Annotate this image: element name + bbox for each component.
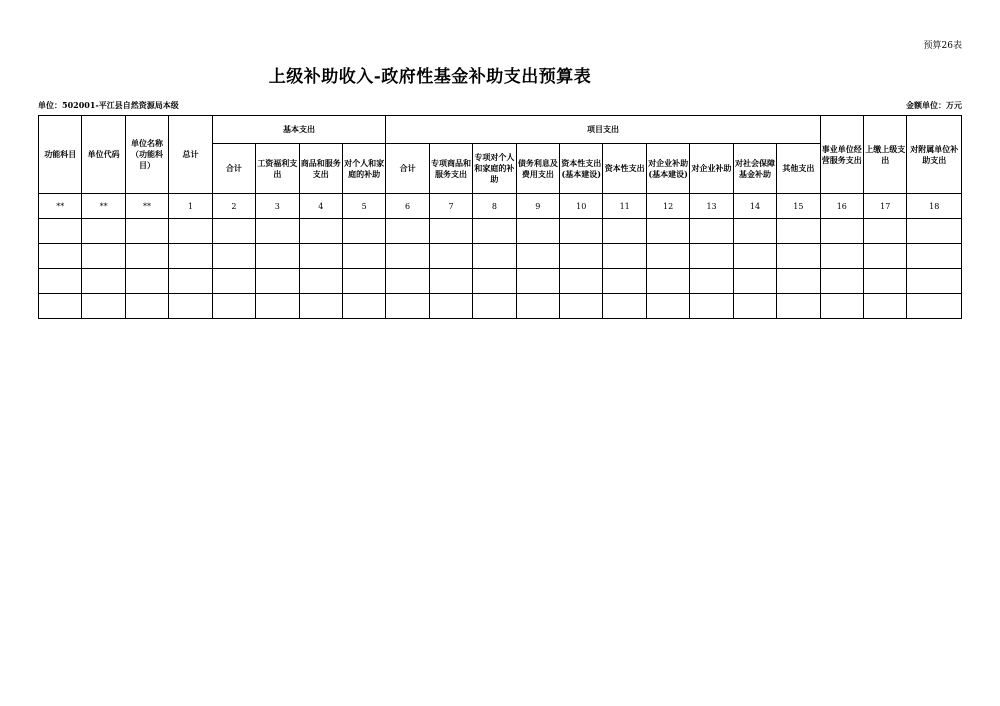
empty-rows: [39, 219, 962, 319]
table-cell: [733, 244, 776, 269]
index-cell: 1: [169, 194, 212, 219]
table-cell: [646, 244, 689, 269]
table-cell: [212, 269, 255, 294]
table-cell: [560, 244, 603, 269]
table-cell: [342, 244, 385, 269]
table-cell: [646, 219, 689, 244]
index-cell: **: [39, 194, 82, 219]
table-cell: [342, 219, 385, 244]
table-cell: [386, 294, 429, 319]
table-cell: [603, 244, 646, 269]
table-row: [39, 269, 962, 294]
table-cell: [39, 219, 82, 244]
table-cell: [473, 294, 516, 319]
header-service: 事业单位经营服务支出: [820, 116, 863, 194]
table-cell: [212, 244, 255, 269]
header-project-col: 其他支出: [777, 144, 820, 194]
table-cell: [299, 219, 342, 244]
table-cell: [864, 294, 907, 319]
index-cell: 7: [429, 194, 472, 219]
header-project-col: 资本性支出: [603, 144, 646, 194]
header-project-col: 对社会保障基金补助: [733, 144, 776, 194]
index-cell: 12: [646, 194, 689, 219]
table-row: [39, 219, 962, 244]
table-cell: [820, 219, 863, 244]
table-cell: [516, 294, 559, 319]
table-cell: [429, 294, 472, 319]
index-cell: **: [125, 194, 168, 219]
index-cell: 3: [256, 194, 299, 219]
table-cell: [169, 269, 212, 294]
table-cell: [82, 269, 125, 294]
table-cell: [864, 269, 907, 294]
table-cell: [473, 219, 516, 244]
index-cell: 15: [777, 194, 820, 219]
table-cell: [473, 269, 516, 294]
table-cell: [212, 219, 255, 244]
table-cell: [777, 244, 820, 269]
table-cell: [299, 269, 342, 294]
table-cell: [386, 244, 429, 269]
index-cell: 10: [560, 194, 603, 219]
budget-table: [38, 115, 962, 319]
table-cell: [516, 244, 559, 269]
table-cell: [429, 219, 472, 244]
table-cell: [907, 269, 962, 294]
unit-label: 单位：502001-平江县自然资源局本级: [38, 100, 179, 110]
table-cell: [777, 219, 820, 244]
table-cell: [560, 294, 603, 319]
header-project-group: 项目支出: [386, 116, 820, 144]
table-cell: [603, 269, 646, 294]
table-cell: [646, 294, 689, 319]
index-row: [39, 194, 962, 219]
table-cell: [256, 294, 299, 319]
table-cell: [39, 294, 82, 319]
header-project-col: 合计: [386, 144, 429, 194]
table-cell: [82, 294, 125, 319]
index-cell: 13: [690, 194, 733, 219]
table-cell: [777, 294, 820, 319]
header-total: 总计: [169, 116, 212, 194]
table-cell: [429, 244, 472, 269]
table-cell: [907, 219, 962, 244]
table-row: [39, 244, 962, 269]
table-cell: [169, 294, 212, 319]
header-basic-col: 对个人和家庭的补助: [342, 144, 385, 194]
table-cell: [516, 269, 559, 294]
table-cell: [429, 269, 472, 294]
header-project-col: 对企业补助(基本建设): [646, 144, 689, 194]
table-cell: [386, 269, 429, 294]
table-cell: [169, 219, 212, 244]
index-cell: 18: [907, 194, 962, 219]
header-unit-code: 单位代码: [82, 116, 125, 194]
index-cell: 8: [473, 194, 516, 219]
table-cell: [256, 244, 299, 269]
table-cell: [777, 269, 820, 294]
index-cell: 9: [516, 194, 559, 219]
table-cell: [125, 294, 168, 319]
table-cell: [169, 244, 212, 269]
table-cell: [82, 244, 125, 269]
table-row: [39, 294, 962, 319]
amount-unit-label: 金额单位：万元: [906, 100, 962, 110]
table-cell: [864, 219, 907, 244]
header-function-subject: 功能科目: [39, 116, 82, 194]
header-affiliated: 对附属单位补助支出: [907, 116, 962, 194]
form-number: 预算26表: [923, 41, 962, 51]
table-cell: [820, 244, 863, 269]
meta-row: [38, 100, 962, 112]
index-cell: 4: [299, 194, 342, 219]
header-upper: 上缴上级支出: [864, 116, 907, 194]
index-cell: 6: [386, 194, 429, 219]
table-cell: [907, 294, 962, 319]
index-cell: 5: [342, 194, 385, 219]
table-cell: [820, 294, 863, 319]
table-cell: [342, 294, 385, 319]
header-unit-name: 单位名称（功能科目）: [125, 116, 168, 194]
table-cell: [39, 244, 82, 269]
table-cell: [299, 294, 342, 319]
table-cell: [212, 294, 255, 319]
table-cell: [39, 269, 82, 294]
table-cell: [560, 269, 603, 294]
index-cell: 14: [733, 194, 776, 219]
table-cell: [473, 244, 516, 269]
header-basic-col: 商品和服务支出: [299, 144, 342, 194]
header-project-col: 对企业补助: [690, 144, 733, 194]
index-cell: 2: [212, 194, 255, 219]
table-cell: [516, 219, 559, 244]
table-cell: [82, 219, 125, 244]
page-title: 上级补助收入-政府性基金补助支出预算表: [268, 67, 592, 87]
table-cell: [256, 219, 299, 244]
table-cell: [342, 269, 385, 294]
table-cell: [733, 294, 776, 319]
index-cell: **: [82, 194, 125, 219]
table-cell: [690, 244, 733, 269]
table-cell: [560, 219, 603, 244]
header-basic-col: 工资福利支出: [256, 144, 299, 194]
header-project-col: 专项对个人和家庭的补助: [473, 144, 516, 194]
table-cell: [733, 269, 776, 294]
table-cell: [603, 294, 646, 319]
table-cell: [733, 219, 776, 244]
header-basic-col: 合计: [212, 144, 255, 194]
table-cell: [125, 219, 168, 244]
header-project-col: 债务利息及费用支出: [516, 144, 559, 194]
table-cell: [386, 219, 429, 244]
table-cell: [690, 294, 733, 319]
table-cell: [256, 269, 299, 294]
table-cell: [690, 219, 733, 244]
index-cell: 11: [603, 194, 646, 219]
index-cell: 16: [820, 194, 863, 219]
table-cell: [125, 269, 168, 294]
header-project-col: 专项商品和服务支出: [429, 144, 472, 194]
header-basic-group: 基本支出: [212, 116, 386, 144]
index-cell: 17: [864, 194, 907, 219]
table-cell: [125, 244, 168, 269]
table-cell: [299, 244, 342, 269]
table-cell: [603, 219, 646, 244]
table-cell: [690, 269, 733, 294]
table-cell: [907, 244, 962, 269]
header-project-col: 资本性支出(基本建设): [560, 144, 603, 194]
table-cell: [864, 244, 907, 269]
table-cell: [646, 269, 689, 294]
table-cell: [820, 269, 863, 294]
